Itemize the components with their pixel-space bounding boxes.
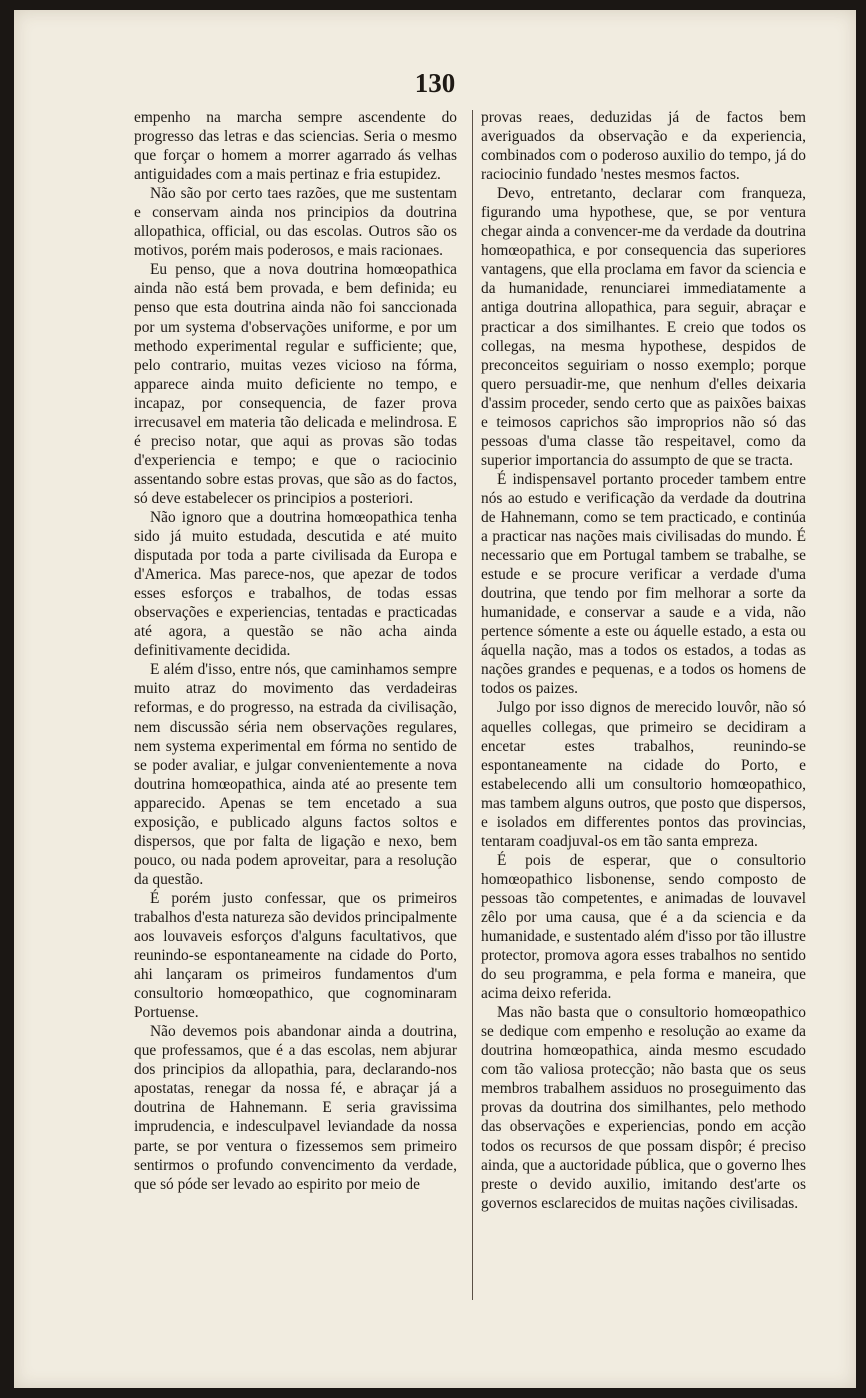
paragraph: É indispensavel portanto proceder tambem entre nós ao estudo e verificação da verdade da doutrina de Hahnemann, como se tem practicado, e continúa a practicar nas nações mais civilisadas do mundo. É necessario que em Portugal tambem se trabalhe, se estude e se procure verificar a verdade d'uma doutrina, que tendo por fim melhorar a sorte da humanidade, e conservar a saude e a vida, não pertence sómente a este ou áquelle estado, a esta ou áquella nação, mas a todos os estados, a todas as nações grandes e pequenas, e a todos os homens de todos os paizes. (481, 470, 806, 698)
paragraph: Eu penso, que a nova doutrina homœopathica ainda não está bem provada, e bem definida; eu penso que esta doutrina ainda não foi sanccionada por um systema d'observações uniforme, e por um methodo experimental regular e sufficiente; que, pelo contrario, muitas vezes vicioso na fórma, apparece ainda muito deficiente no tempo, e incapaz, por consequencia, de fazer prova irrecusavel em materia tão delicada e melindrosa. E é preciso notar, que aqui as provas são todas d'experiencia e tempo; e que o raciocinio assentando sobre estas provas, que são as do factos, só deve estabelecer os principios a posteriori. (134, 261, 457, 507)
column-divider (472, 110, 473, 1300)
paragraph: provas reaes, deduzidas já de factos bem averiguados da observação e da experiencia, combinados com o poderoso auxilio do tempo, já do raciocinio fundado 'nestes mesmos factos. (481, 109, 806, 184)
page-number: 130 (414, 68, 456, 98)
right-column (481, 108, 806, 1213)
paragraph: É pois de esperar, que o consultorio homœopathico lisbonense, sendo composto de pessoas tão competentes, e animadas de louvavel zêlo por uma causa, que é a da sciencia e da humanidade, e sustentado além d'isso por tão illustre protector, promova agora esses trabalhos no sentido do seu programma, e pela forma e maneira, que acima deixo referida. (481, 851, 806, 1003)
paragraph: Mas não basta que o consultorio homœopathico se dedique com empenho e resolução ao exame da doutrina homœopathica, ainda mesmo escudado com tão valiosa protecção; não basta que os seus membros trabalhem assiduos no proseguimento das provas da doutrina dos similhantes, pelo methodo das observações e experiencias, pondo em acção todos os recursos de que possam dispôr; é preciso ainda, que a auctoridade pública, que o governo lhes preste o devido auxilio, imitando dest'arte os governos esclarecidos de muitas nações civilisadas. (481, 1004, 806, 1212)
newspaper-page (14, 10, 856, 1388)
paragraph: Não devemos pois abandonar ainda a doutrina, que professamos, que é a das escolas, nem abjurar dos principios da allopathia, para, declarando-nos apostatas, renegar da nossa fé, e abraçar já a doutrina de Hahnemann. E seria gravissima imprudencia, e indesculpavel leviandade da nossa parte, se por ventura o fizessemos sem primeiro sentirmos o profundo convencimento da verdade, que só póde ser levado ao espirito por meio de (134, 1023, 457, 1193)
left-column (134, 108, 457, 1194)
paragraph: Julgo por isso dignos de merecido louvôr, não só aquelles collegas, que primeiro se decidiram a encetar estes trabalhos, reunindo-se espontaneamente na cidade do Porto, e estabelecendo alli um consultorio homœopathico, mas tambem alguns outros, que posto que dispersos, e isolados em differentes pontos das provincias, tentaram coadjuval-os em tão santa empreza. (481, 699, 806, 850)
paragraph: E além d'isso, entre nós, que caminhamos sempre muito atraz do movimento das verdadeiras reformas, e do progresso, na estrada da civilisação, nem discussão séria nem observações regulares, nem systema experimental em fórma no sentido de se poder avaliar, e julgar convenientemente a nova doutrina homœopathica, ainda até ao presente tem apparecido. Apenas se tem encetado a sua exposição, e publicado alguns factos soltos e dispersos, que por falta de ligação e nexo, bem pouco, ou nada podem aproveitar, para a resolução da questão. (134, 661, 457, 888)
paragraph: É porém justo confessar, que os primeiros trabalhos d'esta natureza são devidos principalmente aos louvaveis esforços d'alguns facultativos, que reunindo-se espontaneamente na cidade do Porto, ahi lançaram os primeiros fundamentos d'um consultorio homœopathico, que cognominaram Portuense. (134, 889, 457, 1022)
paragraph: empenho na marcha sempre ascendente do progresso das letras e das sciencias. Seria o mesmo que forçar o homem a morrer agarrado ás velhas antiguidades com a mais pertinaz e fria estupidez. (134, 109, 457, 184)
paragraph: Não ignoro que a doutrina homœopathica tenha sido já muito estudada, descutida e até muito disputada por toda a parte civilisada da Europa e d'America. Mas parece-nos, que apezar de todos esses esforços e trabalhos, de todas essas observações e experiencias, tentadas e practicadas até agora, a questão se não acha ainda definitivamente decidida. (134, 508, 457, 660)
paragraph: Não são por certo taes razões, que me sustentam e conservam ainda nos principios da doutrina allopathica, official, ou das escolas. Outros são os motivos, porém mais poderosos, e mais racionaes. (134, 185, 457, 260)
paragraph: Devo, entretanto, declarar com franqueza, figurando uma hypothese, que, se por ventura chegar ainda a convencer-me da verdade da doutrina homœopathica, e por consequencia das superiores vantagens, que ella proclama em favor da sciencia e da humanidade, renunciarei immediatamente a antiga doutrina allopathica, para seguir, abraçar e practicar a dos similhantes. E creio que todos os collegas, na mesma hypothese, despidos de preconceitos seguiriam o nosso exemplo; porque quero persuadir-me, que nenhum d'elles deixaria d'assim proceder, sendo certo que as paixões baixas e teimosos caprichos são improprios não só das pessoas d'uma classe tão respeitavel, como da superior importancia do assumpto de que se tracta. (481, 185, 806, 469)
